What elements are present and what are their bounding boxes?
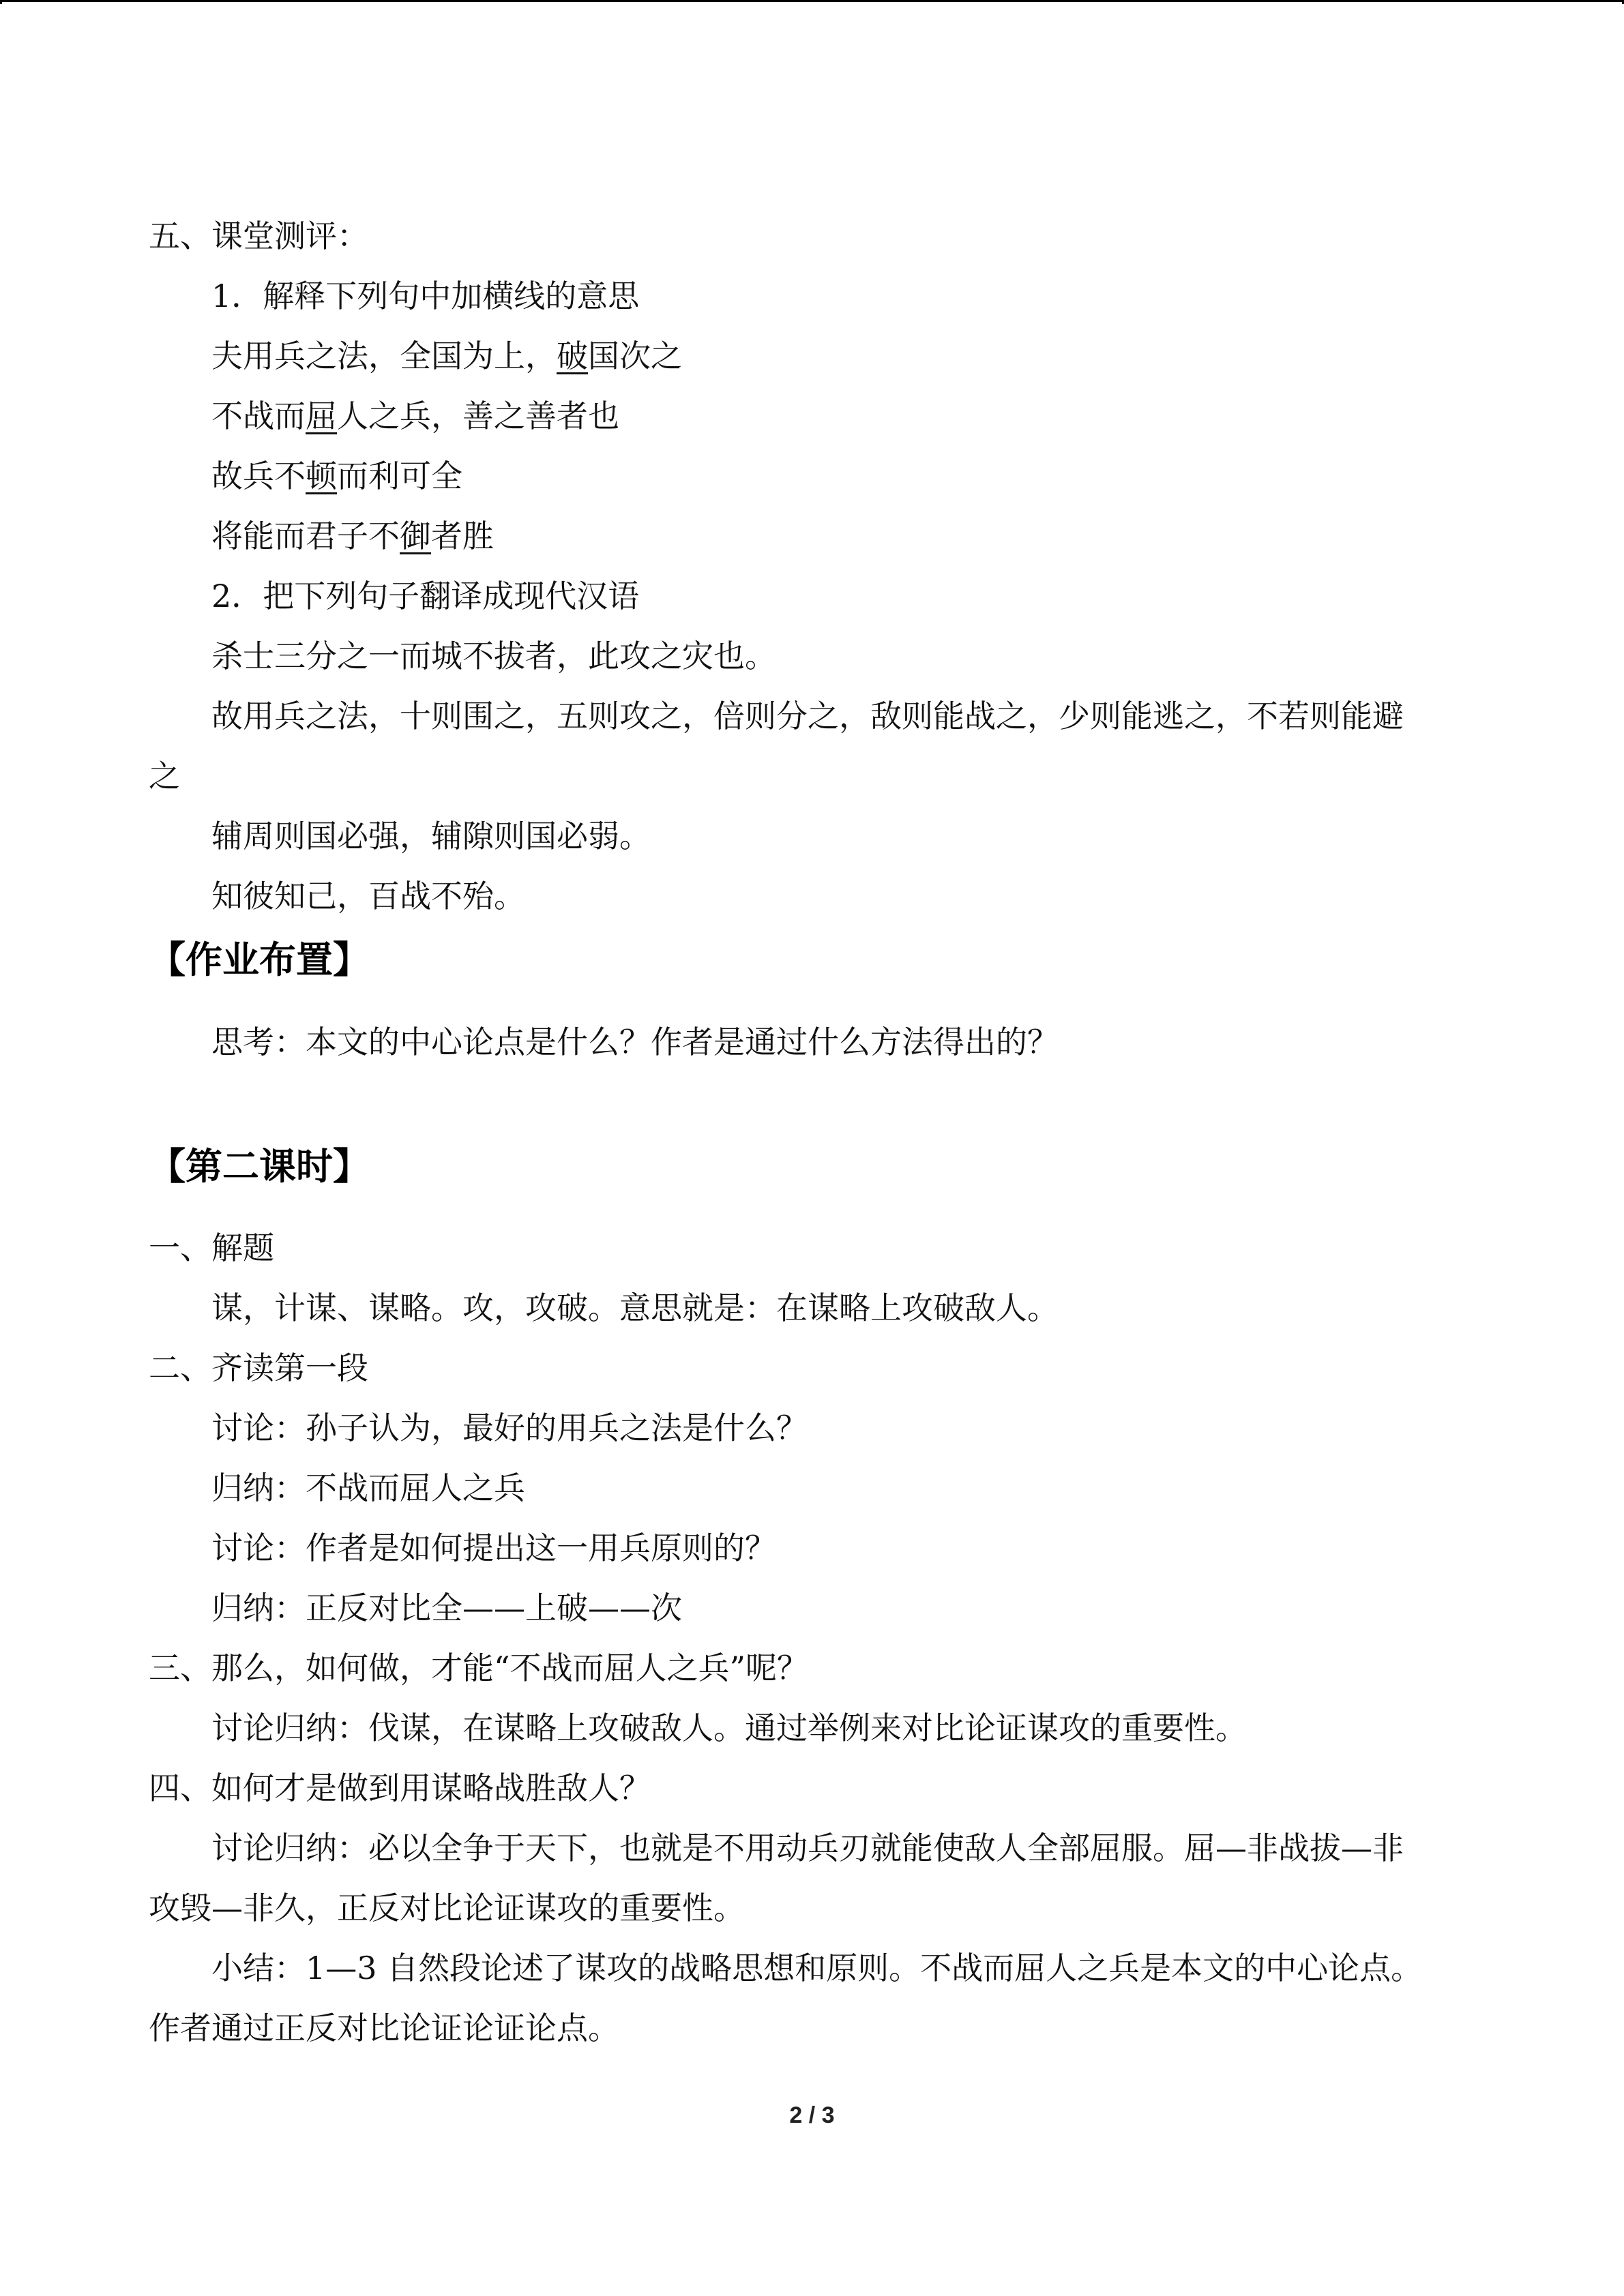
section-4-heading: 四、如何才是做到用谋略战胜敌人？ bbox=[149, 1770, 651, 1806]
page-number: 2 / 3 bbox=[789, 2102, 835, 2128]
q1-sentence-1-underlined: 破 bbox=[557, 338, 588, 374]
section-1-heading: 一、解题 bbox=[149, 1229, 274, 1266]
homework-heading: 【作业布置】 bbox=[149, 938, 370, 981]
q1-sentence-1-pre: 夫用兵之法，全国为上， bbox=[211, 338, 557, 374]
section-2-question-1: 讨论：孙子认为，最好的用兵之法是什么？ bbox=[211, 1410, 808, 1446]
page-top-border bbox=[0, 0, 1624, 2]
section-1-text: 谋，计谋、谋略。攻，攻破。意思就是：在谋略上攻破敌人。 bbox=[211, 1289, 1059, 1326]
q1-title: 1．解释下列句中加横线的意思 bbox=[211, 278, 640, 314]
q1-sentence-3-post: 而利可全 bbox=[337, 458, 462, 494]
q2-sentence-3: 辅周则国必强，辅隙则国必弱。 bbox=[211, 818, 651, 854]
q1-sentence-1-post: 国次之 bbox=[588, 338, 682, 374]
q1-sentence-3-underlined: 顿 bbox=[306, 458, 337, 494]
q2-title: 2．把下列句子翻译成现代汉语 bbox=[211, 578, 640, 614]
q1-sentence-4-pre: 将能而君子不 bbox=[211, 518, 400, 554]
q1-sentence-4 bbox=[211, 516, 494, 556]
quiz-heading: 五、课堂测评： bbox=[149, 218, 368, 254]
section-2-heading: 二、齐读第一段 bbox=[149, 1350, 368, 1386]
q2-sentence-1: 杀士三分之一而城不拔者，此攻之灾也。 bbox=[211, 638, 776, 674]
q1-sentence-4-underlined: 御 bbox=[400, 518, 431, 554]
section-4-text-line-1: 讨论归纳：必以全争于天下，也就是不用动兵刃就能使敌人全部屈服。屈—非战拔—非 bbox=[211, 1830, 1404, 1866]
q1-sentence-2-pre: 不战而 bbox=[211, 398, 306, 434]
page-left-corner bbox=[0, 0, 2, 4]
section-2-answer-2: 归纳：正反对比全——上破——次 bbox=[211, 1590, 682, 1626]
q2-sentence-2-line-2: 之 bbox=[149, 758, 180, 794]
q1-sentence-4-post: 者胜 bbox=[431, 518, 494, 554]
q1-sentence-2 bbox=[211, 396, 619, 436]
section-4-text-line-2: 攻毁—非久，正反对比论证谋攻的重要性。 bbox=[149, 1890, 745, 1926]
q1-sentence-2-underlined: 屈 bbox=[306, 398, 337, 434]
section-2-answer-1: 归纳：不战而屈人之兵 bbox=[211, 1470, 525, 1506]
q1-sentence-2-post: 人之兵，善之善者也 bbox=[337, 398, 619, 434]
q1-sentence-3-pre: 故兵不 bbox=[211, 458, 306, 494]
q1-sentence-3 bbox=[211, 456, 462, 496]
summary-line-1: 小结：1—3 自然段论述了谋攻的战略思想和原则。不战而屈人之兵是本文的中心论点。 bbox=[211, 1950, 1423, 1986]
q1-sentence-1 bbox=[211, 336, 682, 376]
section-2-question-2: 讨论：作者是如何提出这一用兵原则的？ bbox=[211, 1530, 776, 1566]
q2-sentence-4: 知彼知己，百战不殆。 bbox=[211, 878, 525, 914]
homework-text: 思考：本文的中心论点是什么？作者是通过什么方法得出的？ bbox=[211, 1024, 1059, 1060]
lesson2-heading: 【第二课时】 bbox=[149, 1145, 370, 1188]
section-3-text: 讨论归纳：伐谋，在谋略上攻破敌人。通过举例来对比论证谋攻的重要性。 bbox=[211, 1710, 1247, 1746]
summary-line-2: 作者通过正反对比论证论证论点。 bbox=[149, 2010, 619, 2046]
section-3-heading: 三、那么，如何做，才能“不战而屈人之兵”呢？ bbox=[149, 1650, 809, 1686]
q2-sentence-2-line-1: 故用兵之法，十则围之，五则攻之，倍则分之，敌则能战之，少则能逃之，不若则能避 bbox=[211, 698, 1404, 734]
